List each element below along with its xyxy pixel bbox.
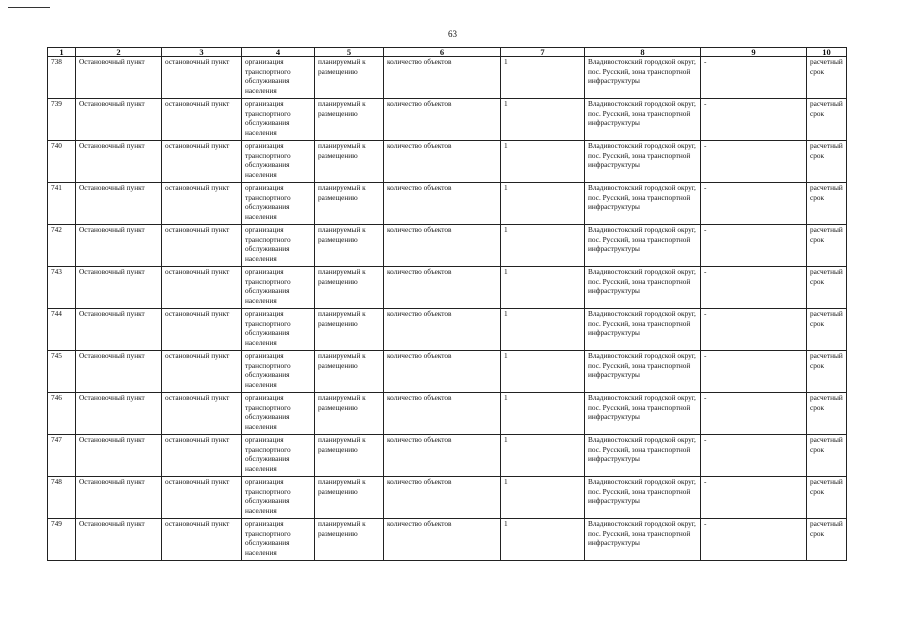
cell-indicator: количество объектов [384,267,501,309]
cell-term: расчетный срок [807,309,847,351]
cell-term: расчетный срок [807,351,847,393]
cell-term: расчетный срок [807,393,847,435]
cell-row-number: 743 [48,267,76,309]
cell-location: Владивостокский городской округ, пос. Русский, зона транспортной инфраструктуры [585,225,701,267]
cell-row-number: 748 [48,477,76,519]
header-cell: 2 [76,48,162,57]
cell-location: Владивостокский городской округ, пос. Русский, зона транспортной инфраструктуры [585,141,701,183]
cell-status: планируемый к размещению [315,351,384,393]
cell-indicator: количество объектов [384,309,501,351]
cell-object-name: Остановочный пункт [76,393,162,435]
cell-indicator: количество объектов [384,183,501,225]
cell-col9: - [701,477,807,519]
cell-object-name: Остановочный пункт [76,477,162,519]
cell-purpose: организация транспортного обслуживания населения [242,519,315,561]
cell-value: 1 [501,393,585,435]
cell-row-number: 742 [48,225,76,267]
cell-purpose: организация транспортного обслуживания населения [242,309,315,351]
cell-location: Владивостокский городской округ, пос. Русский, зона транспортной инфраструктуры [585,57,701,99]
cell-object-type: остановочный пункт [162,267,242,309]
cell-status: планируемый к размещению [315,309,384,351]
cell-value: 1 [501,267,585,309]
cell-col9: - [701,57,807,99]
cell-indicator: количество объектов [384,393,501,435]
cell-location: Владивостокский городской округ, пос. Русский, зона транспортной инфраструктуры [585,435,701,477]
cell-value: 1 [501,183,585,225]
header-cell: 10 [807,48,847,57]
table-row [48,351,847,393]
table-header-row [48,48,847,57]
cell-object-name: Остановочный пункт [76,57,162,99]
cell-term: расчетный срок [807,477,847,519]
cell-purpose: организация транспортного обслуживания населения [242,393,315,435]
cell-object-type: остановочный пункт [162,309,242,351]
cell-value: 1 [501,519,585,561]
cell-term: расчетный срок [807,519,847,561]
header-cell: 9 [701,48,807,57]
table-row [48,393,847,435]
table-row [48,477,847,519]
cell-row-number: 746 [48,393,76,435]
table-row [48,99,847,141]
table-row [48,225,847,267]
cell-value: 1 [501,225,585,267]
cell-indicator: количество объектов [384,99,501,141]
cell-value: 1 [501,309,585,351]
cell-location: Владивостокский городской округ, пос. Русский, зона транспортной инфраструктуры [585,99,701,141]
cell-location: Владивостокский городской округ, пос. Русский, зона транспортной инфраструктуры [585,309,701,351]
header-cell: 1 [48,48,76,57]
cell-row-number: 741 [48,183,76,225]
cell-object-name: Остановочный пункт [76,225,162,267]
cell-indicator: количество объектов [384,141,501,183]
cell-object-name: Остановочный пункт [76,267,162,309]
cell-term: расчетный срок [807,141,847,183]
cell-purpose: организация транспортного обслуживания населения [242,183,315,225]
cell-row-number: 739 [48,99,76,141]
cell-object-type: остановочный пункт [162,519,242,561]
cell-term: расчетный срок [807,57,847,99]
cell-object-name: Остановочный пункт [76,309,162,351]
cell-term: расчетный срок [807,99,847,141]
table-row [48,57,847,99]
cell-col9: - [701,309,807,351]
cell-term: расчетный срок [807,435,847,477]
cell-object-name: Остановочный пункт [76,435,162,477]
table-row [48,519,847,561]
cell-indicator: количество объектов [384,351,501,393]
cell-status: планируемый к размещению [315,519,384,561]
cell-status: планируемый к размещению [315,183,384,225]
cell-object-name: Остановочный пункт [76,99,162,141]
cell-value: 1 [501,99,585,141]
corner-rule [8,7,50,8]
header-cell: 8 [585,48,701,57]
cell-term: расчетный срок [807,267,847,309]
cell-object-type: остановочный пункт [162,477,242,519]
cell-location: Владивостокский городской округ, пос. Русский, зона транспортной инфраструктуры [585,351,701,393]
cell-status: планируемый к размещению [315,225,384,267]
header-cell: 4 [242,48,315,57]
cell-status: планируемый к размещению [315,267,384,309]
cell-indicator: количество объектов [384,477,501,519]
cell-purpose: организация транспортного обслуживания населения [242,57,315,99]
cell-row-number: 747 [48,435,76,477]
cell-purpose: организация транспортного обслуживания населения [242,477,315,519]
cell-indicator: количество объектов [384,57,501,99]
cell-purpose: организация транспортного обслуживания населения [242,141,315,183]
cell-col9: - [701,519,807,561]
cell-object-type: остановочный пункт [162,435,242,477]
table-row [48,267,847,309]
header-cell: 5 [315,48,384,57]
cell-location: Владивостокский городской округ, пос. Русский, зона транспортной инфраструктуры [585,477,701,519]
cell-purpose: организация транспортного обслуживания населения [242,99,315,141]
cell-object-name: Остановочный пункт [76,141,162,183]
cell-indicator: количество объектов [384,519,501,561]
cell-col9: - [701,267,807,309]
table-row [48,309,847,351]
cell-object-type: остановочный пункт [162,99,242,141]
cell-indicator: количество объектов [384,435,501,477]
table-row [48,183,847,225]
cell-status: планируемый к размещению [315,141,384,183]
cell-purpose: организация транспортного обслуживания населения [242,351,315,393]
cell-value: 1 [501,435,585,477]
cell-purpose: организация транспортного обслуживания населения [242,225,315,267]
cell-object-type: остановочный пункт [162,183,242,225]
cell-col9: - [701,141,807,183]
cell-status: планируемый к размещению [315,435,384,477]
cell-object-type: остановочный пункт [162,225,242,267]
cell-value: 1 [501,57,585,99]
cell-location: Владивостокский городской округ, пос. Русский, зона транспортной инфраструктуры [585,183,701,225]
cell-term: расчетный срок [807,225,847,267]
cell-col9: - [701,393,807,435]
cell-value: 1 [501,141,585,183]
cell-col9: - [701,435,807,477]
cell-row-number: 738 [48,57,76,99]
cell-row-number: 744 [48,309,76,351]
cell-col9: - [701,99,807,141]
header-cell: 6 [384,48,501,57]
table-row [48,435,847,477]
cell-location: Владивостокский городской округ, пос. Русский, зона транспортной инфраструктуры [585,519,701,561]
header-cell: 3 [162,48,242,57]
data-table [47,47,847,561]
cell-object-type: остановочный пункт [162,393,242,435]
cell-row-number: 740 [48,141,76,183]
cell-indicator: количество объектов [384,225,501,267]
page-number: 63 [448,29,457,39]
cell-object-type: остановочный пункт [162,57,242,99]
cell-value: 1 [501,351,585,393]
cell-object-name: Остановочный пункт [76,351,162,393]
cell-col9: - [701,225,807,267]
cell-status: планируемый к размещению [315,477,384,519]
cell-object-name: Остановочный пункт [76,183,162,225]
cell-status: планируемый к размещению [315,57,384,99]
cell-term: расчетный срок [807,183,847,225]
table-row [48,141,847,183]
cell-object-type: остановочный пункт [162,351,242,393]
cell-purpose: организация транспортного обслуживания населения [242,267,315,309]
table-body [48,57,847,561]
cell-location: Владивостокский городской округ, пос. Русский, зона транспортной инфраструктуры [585,267,701,309]
cell-status: планируемый к размещению [315,393,384,435]
cell-location: Владивостокский городской округ, пос. Русский, зона транспортной инфраструктуры [585,393,701,435]
cell-purpose: организация транспортного обслуживания населения [242,435,315,477]
cell-object-name: Остановочный пункт [76,519,162,561]
cell-col9: - [701,351,807,393]
cell-value: 1 [501,477,585,519]
cell-row-number: 745 [48,351,76,393]
cell-row-number: 749 [48,519,76,561]
cell-status: планируемый к размещению [315,99,384,141]
cell-col9: - [701,183,807,225]
cell-object-type: остановочный пункт [162,141,242,183]
header-cell: 7 [501,48,585,57]
